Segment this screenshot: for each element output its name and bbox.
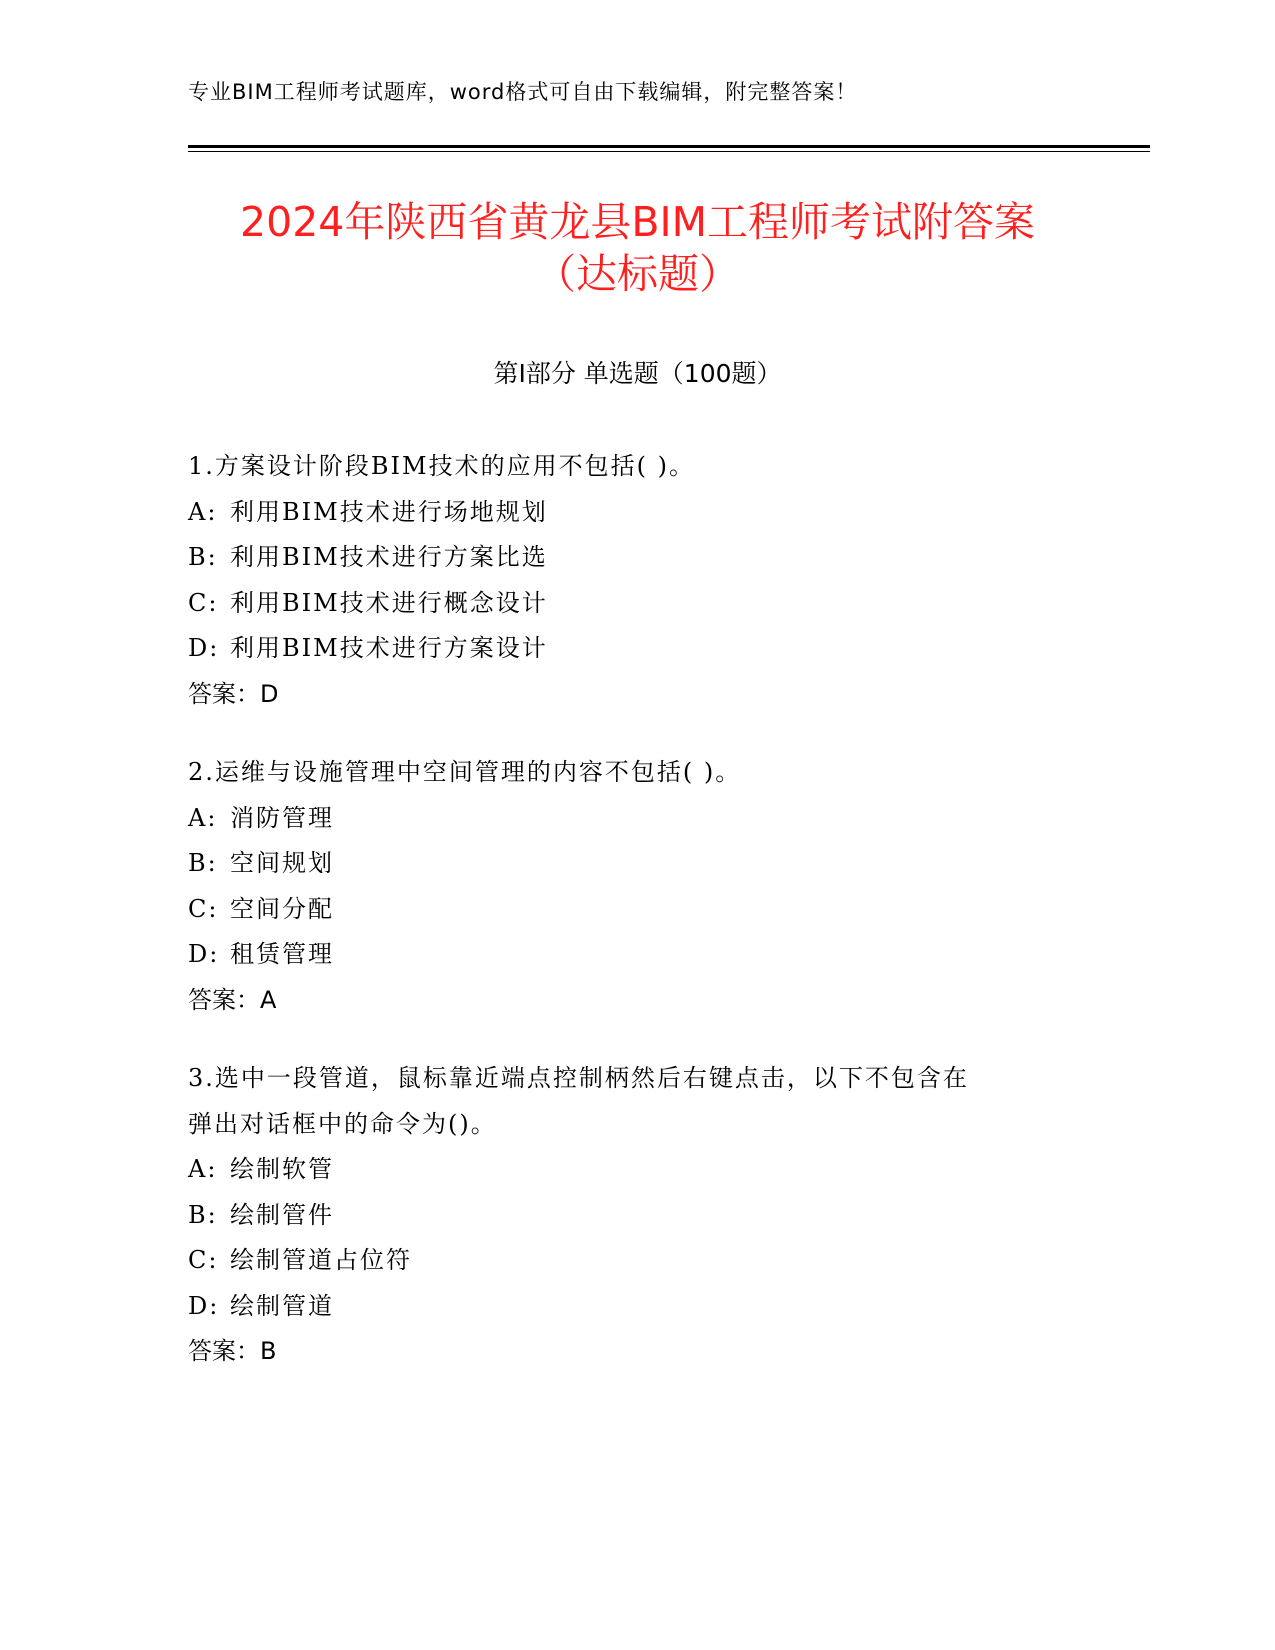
option-text: 绘制管道: [230, 1291, 334, 1320]
option-b: [188, 1193, 1088, 1239]
option-text: 利用BIM技术进行方案设计: [230, 634, 548, 662]
option-text: 租赁管理: [230, 940, 334, 968]
option-a: [188, 490, 1088, 536]
option-c: [188, 1238, 1088, 1284]
option-letter: B:: [188, 1200, 218, 1229]
option-letter: A:: [188, 1155, 218, 1183]
option-letter: B:: [188, 543, 218, 571]
option-text: 空间分配: [230, 894, 334, 923]
option-c: [188, 581, 1088, 627]
document-title: [140, 196, 1135, 300]
option-text: 空间规划: [230, 849, 334, 877]
answer: 答案：B: [188, 1337, 277, 1365]
option-letter: C:: [188, 894, 219, 923]
option-a: [188, 1147, 1088, 1193]
section-title: 第I部分 单选题（100题）: [493, 359, 782, 388]
option-letter: A:: [188, 803, 218, 832]
question-2: [188, 750, 1088, 1023]
question-1: [188, 444, 1088, 717]
option-letter: D:: [188, 634, 220, 662]
option-c: [188, 887, 1088, 933]
option-letter: B:: [188, 849, 218, 877]
option-b: [188, 841, 1088, 887]
header-rule-thick: [188, 145, 1150, 148]
option-letter: D:: [188, 1291, 220, 1320]
title-line-2: （达标题）: [535, 250, 740, 298]
header-rule-thin: [188, 151, 1150, 152]
answer: 答案：D: [188, 679, 279, 708]
option-d: [188, 1284, 1088, 1330]
option-a: [188, 796, 1088, 842]
option-text: 利用BIM技术进行场地规划: [230, 497, 548, 526]
header-note: 专业BIM工程师考试题库，word格式可自由下载编辑，附完整答案！: [188, 80, 858, 104]
option-text: 利用BIM技术进行方案比选: [230, 543, 548, 571]
option-letter: A:: [188, 497, 218, 526]
option-text: 绘制管道占位符: [230, 1246, 412, 1274]
option-letter: C:: [188, 588, 219, 617]
option-letter: D:: [188, 940, 220, 968]
option-text: 利用BIM技术进行概念设计: [230, 588, 548, 617]
answer: 答案：A: [188, 985, 277, 1014]
question-3: [188, 1056, 1088, 1375]
option-d: [188, 932, 1088, 978]
option-text: 绘制软管: [230, 1155, 334, 1183]
option-text: 消防管理: [230, 803, 334, 832]
question-text: 2.运维与设施管理中空间管理的内容不包括( )。: [188, 758, 742, 786]
question-text-line-2: 弹出对话框中的命令为()。: [188, 1109, 497, 1138]
question-text: 1.方案设计阶段BIM技术的应用不包括( )。: [188, 452, 695, 480]
option-letter: C:: [188, 1246, 219, 1274]
title-line-1: 2024年陕西省黄龙县BIM工程师考试附答案: [240, 198, 1035, 246]
option-b: [188, 535, 1088, 581]
option-text: 绘制管件: [230, 1200, 334, 1229]
option-d: [188, 626, 1088, 672]
question-text-line-1: 3.选中一段管道，鼠标靠近端点控制柄然后右键点击，以下不包含在: [188, 1064, 969, 1092]
question-list: [188, 444, 1088, 1408]
